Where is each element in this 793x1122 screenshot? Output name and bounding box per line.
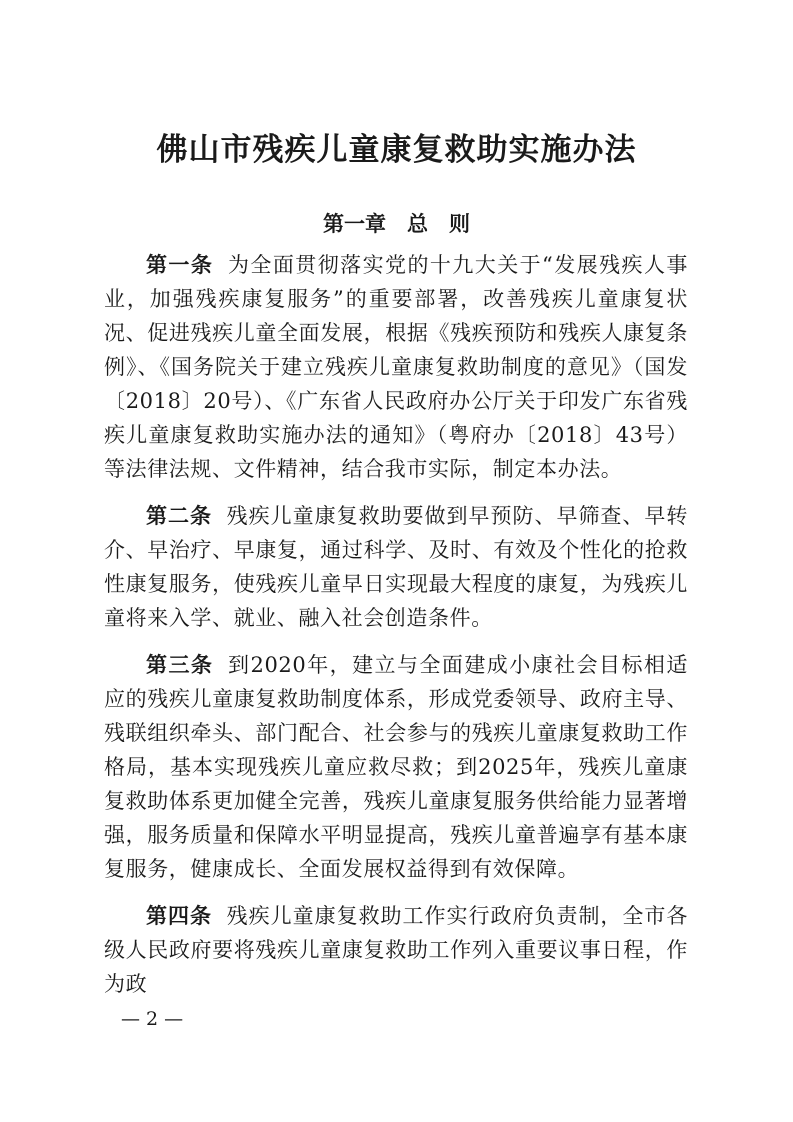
chapter-heading: 第一章 总 则 [323,211,470,236]
article-3 [104,648,688,886]
article-2 [104,499,688,635]
page-number: — 2 — [121,1008,184,1030]
article-1 [104,248,688,486]
article-number: 第三条 [146,652,214,677]
article-number: 第四条 [146,903,212,928]
article-text: 残疾儿童康复救助工作实行政府负责制，全市各级人民政府要将残疾儿童康复救助工作列入重要议事日程，作为政 [104,904,688,996]
article-number: 第一条 [146,252,214,277]
article-4 [104,899,688,1001]
document-body [104,248,688,1014]
article-number: 第二条 [146,503,212,528]
article-text: 到2020年，建立与全面建成小康社会目标相适应的残疾儿童康复救助制度体系，形成党委领导、政府主导、残联组织牵头、部门配合、社会参与的残疾儿童康复救助工作格局，基本实现残疾儿童应救尽救；到2025年，残疾儿童康复救助体系更加健全完善，残疾儿童康复服务供给能力显著增强，服务质量和保障水平明显提高，残疾儿童普遍享有基本康复服务，健康成长、全面发展权益得到有效保障。 [104,653,688,881]
article-text: 为全面贯彻落实党的十九大关于“发展残疾人事业，加强残疾康复服务”的重要部署，改善残疾儿童康复状况、促进残疾儿童全面发展，根据《残疾预防和残疾人康复条例》、《国务院关于建立残疾儿童康复救助制度的意见》（国发〔2018〕20号）、《广东省人民政府办公厅关于印发广东省残疾儿童康复救助实施办法的通知》（粤府办〔2018〕43号）等法律法规、文件精神，结合我市实际，制定本办法。 [104,253,688,481]
document-title: 佛山市残疾儿童康复救助实施办法 [156,132,637,168]
article-text: 残疾儿童康复救助要做到早预防、早筛查、早转介、早治疗、早康复，通过科学、及时、有效及个性化的抢救性康复服务，使残疾儿童早日实现最大程度的康复，为残疾儿童将来入学、就业、融入社会创造条件。 [104,504,688,630]
